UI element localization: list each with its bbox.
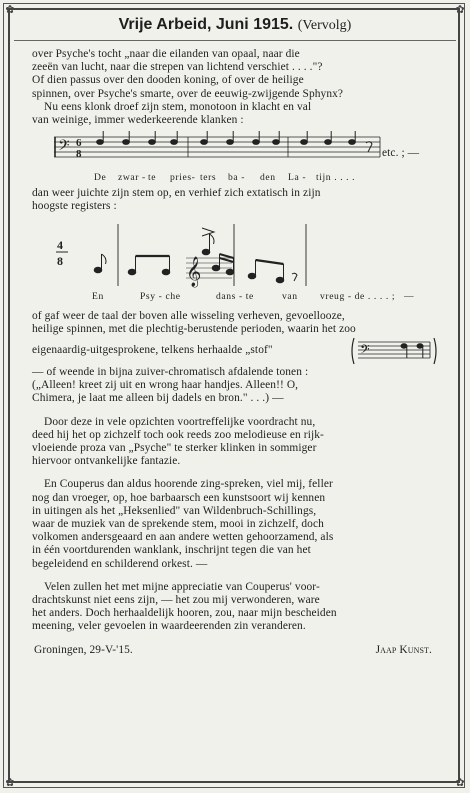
music-excerpt-1 — [32, 131, 440, 185]
music-excerpt-2 — [32, 216, 440, 308]
place-date: Groningen, 29-V-'15. — [34, 643, 133, 656]
text-line: Chimera, je laat me alleen bij dadels en bron." . . .) — — [32, 392, 284, 405]
text-line: volkomen andersgeaard en aan andere wetten gehoorzamend, als — [32, 531, 334, 544]
music-staff-2 — [56, 216, 386, 292]
author-name: Jaap Kunst. — [375, 643, 432, 656]
lyric-syllable: van — [282, 290, 298, 302]
text-line: drachtskunst niet eens zijn, — het zou mij verwonderen, ware — [32, 594, 320, 607]
corner-ornament-icon: ✿ — [5, 777, 15, 789]
lyric-syllable: ters — [200, 172, 217, 184]
text-line: Door deze in vele opzichten voortreffelijke voordracht nu, — [44, 415, 316, 428]
lyric-syllable: tijn . . . . — [316, 172, 356, 184]
text-line: in uitingen als het „Heksenlied" van Wildenbruch-Schillings, — [32, 504, 317, 517]
lyric-syllable: dans - te — [216, 290, 254, 302]
text-line: hoogste registers : — [32, 200, 117, 213]
lyric-syllable: ba - — [228, 172, 246, 184]
svg-text:8: 8 — [57, 253, 64, 268]
text-line: hiervoor ontvankelijke fantazie. — [32, 455, 181, 468]
corner-ornament-icon: ✿ — [5, 4, 15, 16]
text-line: spinnen, over Psyche's smarte, over de eeuwig-zwijgende Sphynx? — [32, 87, 344, 100]
paragraph — [32, 310, 440, 336]
paragraph — [32, 478, 440, 570]
text-line: („Alleen! kreet zij uit en wrong haar handjes. Alleen!! O, — [32, 379, 299, 392]
svg-text:6: 6 — [76, 137, 82, 150]
lyric-syllable: den — [260, 172, 276, 184]
text-line: vloeiende proza van „Psyche" te sterker klinken in sommiger — [32, 442, 317, 455]
lyric-syllable: vreug - de . . . . ; — [320, 290, 396, 302]
paragraph — [32, 366, 440, 406]
text-line: over Psyche's tocht „naar die eilanden van opaal, naar die — [32, 48, 300, 60]
svg-text:4: 4 — [57, 237, 64, 252]
text-line: En Couperus dan aldus hoorende zing-spreken, viel mij, feller — [44, 478, 333, 491]
music-etc-text: etc. ; — — [382, 147, 420, 160]
text-line: begeleidend en schilderend orkest. — — [32, 557, 208, 570]
text-line: meening, veler gevoelen in waardeerenden zin veranderen. — [32, 620, 306, 633]
text-line: deed hij het op zichzelf toch ook reeds zoo melodieuse en rijk- — [32, 428, 324, 441]
lyric-syllable: Psy - che — [140, 290, 181, 302]
lyric-syllable: pries- — [170, 172, 196, 184]
text-line: heilige spinnen, met die plechtig-berustende perioden, waarin het zoo — [32, 322, 356, 335]
lyric-syllable: De — [94, 172, 107, 184]
text-line: Of dien passus over den dooden koning, of over de heilige — [32, 74, 304, 87]
music-fragment-stof — [350, 336, 438, 366]
text-line: eigenaardig-uitgesprokene, telkens herhaalde „stof" — [32, 344, 273, 357]
paragraph — [32, 187, 440, 213]
lyric-syllable: La - — [288, 172, 307, 184]
article-body — [32, 48, 440, 658]
header-divider — [14, 40, 456, 41]
text-line: van weinige, immer wederkeerende klanken : — [32, 114, 244, 127]
text-line: in één voortdurenden wanklank, inschrijnt tegen die van het — [32, 544, 311, 557]
treble-clef-icon: 𝄞 — [186, 256, 202, 287]
text-line: of gaf weer de taal der boven alle wisseling verheven, gevoellooze, — [32, 309, 345, 322]
bass-clef-icon: 𝄢 — [360, 342, 370, 361]
paragraph — [32, 48, 440, 101]
lyric-syllable: En — [92, 290, 104, 302]
text-line: dan weer juichte zijn stem op, en verhief zich extatisch in zijn — [32, 187, 321, 200]
lyric-syllable: — — [404, 290, 415, 302]
svg-text:8: 8 — [76, 148, 82, 161]
paragraph — [32, 101, 440, 127]
header-title: Vrije Arbeid, Juni 1915. — [118, 16, 294, 33]
text-line: het anders. Doch herhaaldelijk hooren, zou, naar mijn bescheiden — [32, 607, 337, 620]
bass-clef-icon: 𝄢 — [58, 137, 70, 159]
signature-line — [32, 644, 440, 658]
paragraph — [32, 416, 440, 469]
lyric-syllable: zwar - — [118, 172, 146, 184]
stof-line — [32, 336, 440, 366]
text-line: zeeën van lucht, naar die strepen van lichtend verschiet . . . ."? — [32, 61, 323, 74]
text-line: waar de muziek van de sprekende stem, mooi in zichzelf, doch — [32, 518, 324, 531]
music-staff-1 — [54, 131, 384, 169]
text-line: — of weende in bijna zuiver-chromatisch afdalende tonen : — [32, 366, 309, 379]
page-header — [14, 16, 456, 34]
text-line: Velen zullen het met mijne appreciatie van Couperus' voor- — [44, 580, 320, 593]
corner-ornament-icon: ✿ — [455, 4, 465, 16]
text-line: nog dan vroeger, op, hoe barbaarsch een kunstsoort wij kennen — [32, 491, 326, 504]
text-line: Nu eens klonk droef zijn stem, monotoon in klacht en val — [44, 100, 312, 113]
header-continued: (Vervolg) — [297, 18, 352, 33]
corner-ornament-icon: ✿ — [455, 777, 465, 789]
lyric-syllable: te — [148, 172, 157, 184]
paragraph — [32, 581, 440, 634]
